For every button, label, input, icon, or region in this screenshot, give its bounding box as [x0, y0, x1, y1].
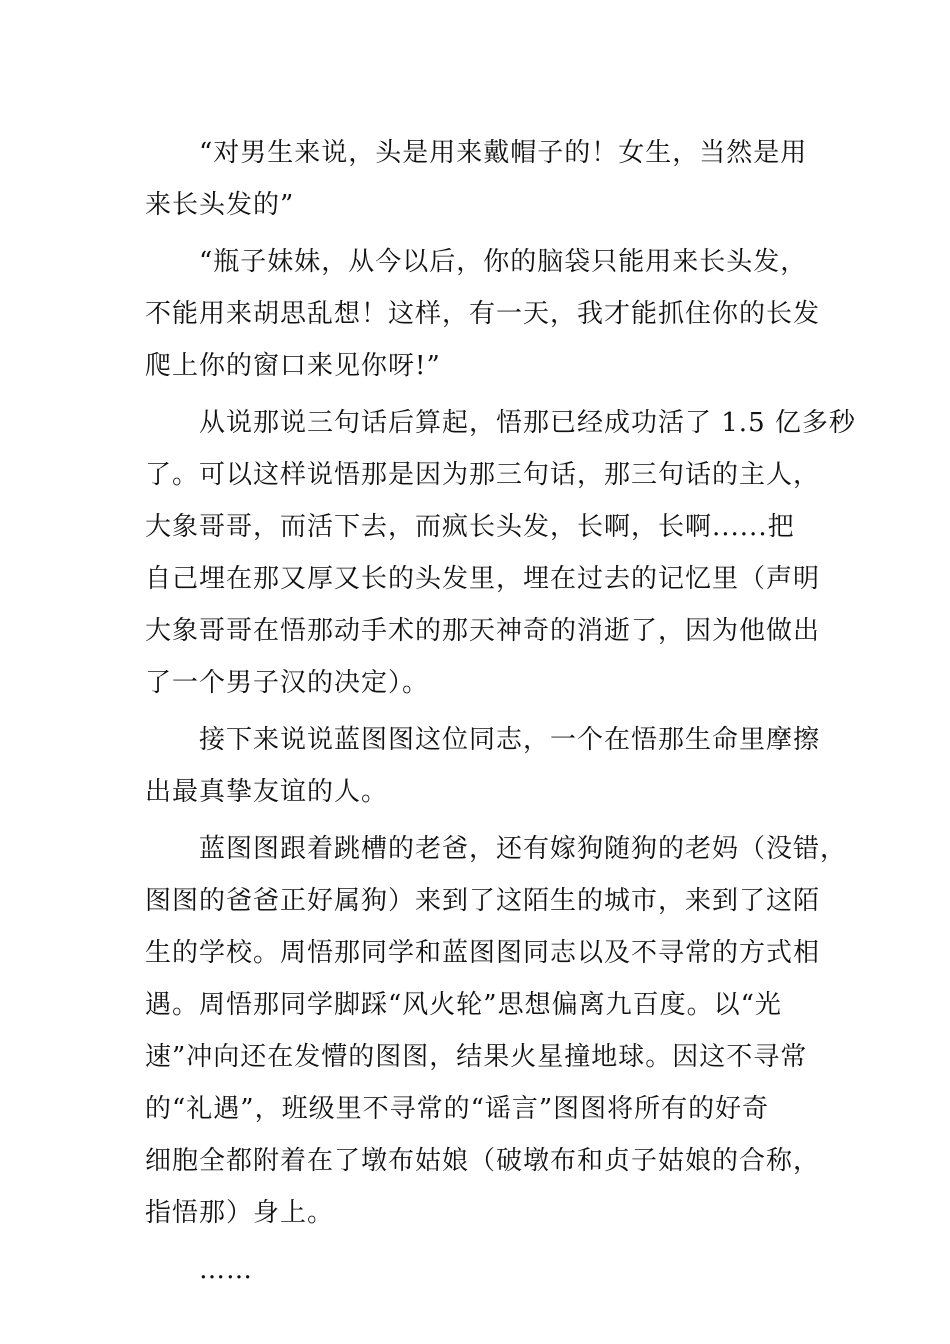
- paragraph: [145, 714, 821, 818]
- text-line: 的“礼遇”，班级里不寻常的“谣言”图图将所有的好奇: [145, 1094, 770, 1124]
- text-line: 图图的爸爸正好属狗）来到了这陌生的城市，来到了这陌: [145, 886, 821, 916]
- text-line: 大象哥哥，而活下去，而疯长头发，长啊，长啊......把: [145, 512, 795, 542]
- text-line: 从说那说三句话后算起，悟那已经成功活了 1.5 亿多秒: [145, 408, 856, 438]
- paragraph: [145, 1244, 810, 1296]
- text-line: 接下来说说蓝图图这位同志，一个在悟那生命里摩擦: [145, 725, 821, 755]
- text-line: 速”冲向还在发懵的图图，结果火星撞地球。因这不寻常: [145, 1042, 808, 1072]
- text-line: 蓝图图跟着跳槽的老爸，还有嫁狗随狗的老妈（没错，: [145, 834, 848, 864]
- text-line: 不能用来胡思乱想！这样，有一天，我才能抓住你的长发: [145, 299, 821, 329]
- text-line: 细胞全都附着在了墩布姑娘（破墩布和贞子姑娘的合称，: [145, 1146, 821, 1176]
- text-line: 遇。周悟那同学脚踩“风火轮”思想偏离九百度。以“光: [145, 990, 782, 1020]
- text-line: 大象哥哥在悟那动手术的那天神奇的消逝了，因为他做出: [145, 616, 821, 646]
- paragraph: [145, 397, 856, 709]
- text-line: 指悟那）身上。: [145, 1198, 335, 1228]
- text-line: 自己埋在那又厚又长的头发里，埋在过去的记忆里（声明: [145, 564, 821, 594]
- text-line: 了一个男子汉的决定）。: [145, 668, 430, 698]
- paragraph: [145, 127, 810, 231]
- text-line: 生的学校。周悟那同学和蓝图图同志以及不寻常的方式相: [145, 938, 821, 968]
- text-line: 来长头发的”: [145, 190, 295, 220]
- text-line: 爬上你的窗口来见你呀!”: [145, 351, 441, 381]
- ellipsis-line: ……: [145, 1255, 254, 1285]
- text-line: 了。可以这样说悟那是因为那三句话，那三句话的主人，: [145, 460, 821, 490]
- text-line: “对男生来说，头是用来戴帽子的！女生，当然是用: [145, 138, 808, 168]
- text-line: 出最真挚友谊的人。: [145, 777, 389, 807]
- paragraph: [145, 823, 848, 1239]
- document-body: [145, 127, 856, 1296]
- text-line: “瓶子妹妹，从今以后，你的脑袋只能用来长头发，: [145, 247, 808, 277]
- paragraph: [145, 236, 821, 392]
